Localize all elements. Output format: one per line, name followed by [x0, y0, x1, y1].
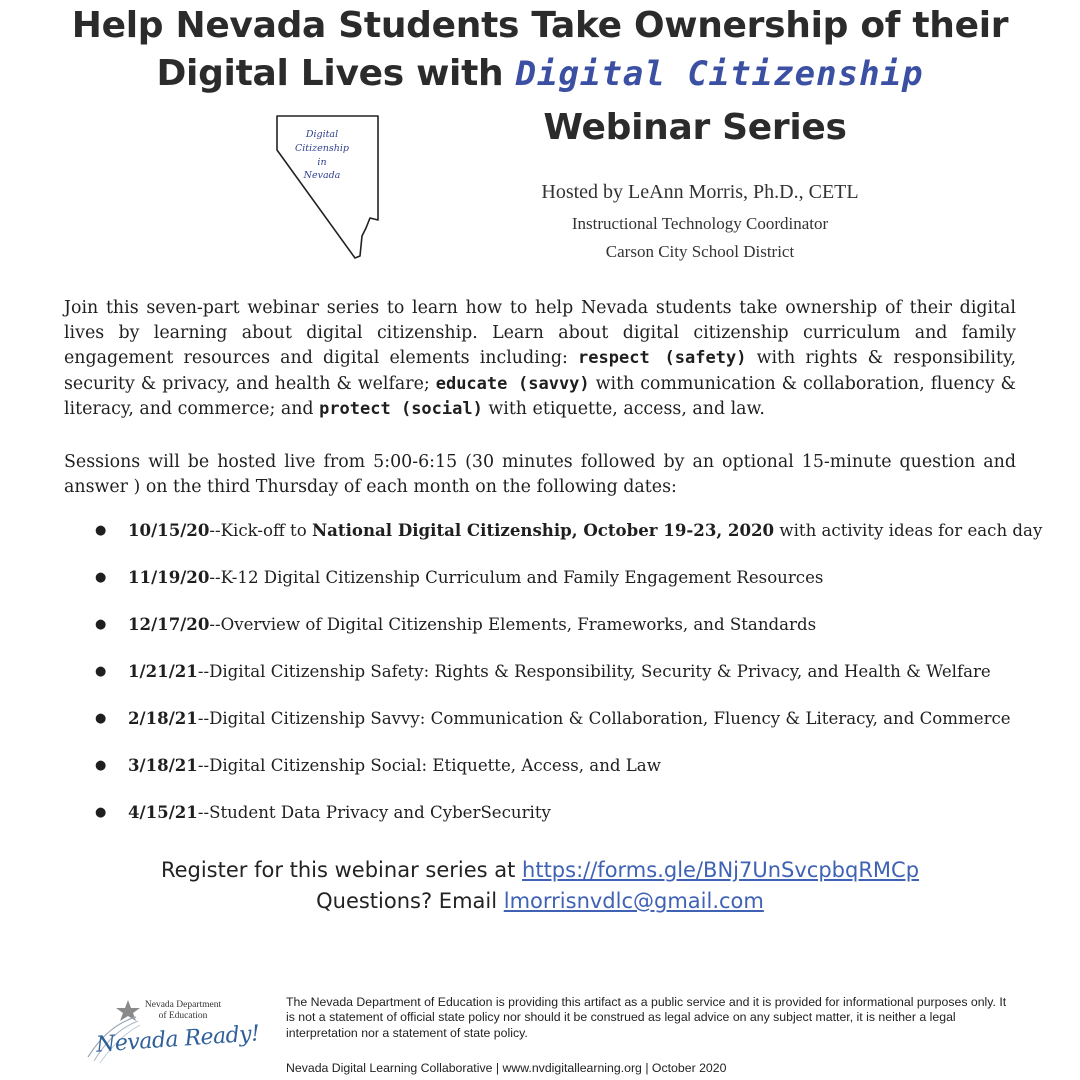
session-date: 4/15/21 [128, 802, 198, 822]
map-badge-line: in [317, 156, 327, 168]
title-line-2 [0, 53, 1080, 94]
map-badge-line: Citizenship [294, 142, 350, 154]
intro-text: with etiquette, access, and law. [482, 398, 765, 419]
session-item [95, 520, 1045, 567]
bullet-icon: ● [95, 664, 107, 679]
intro-bold-protect: protect (social) [319, 398, 483, 419]
map-badge-line: Digital [305, 129, 339, 140]
logo-department-text [138, 1000, 228, 1022]
session-description: --Kick-off to [209, 521, 312, 540]
session-date: 1/21/21 [128, 661, 198, 681]
bullet-icon: ● [95, 805, 107, 820]
session-date: 12/17/20 [128, 614, 210, 634]
host-organization: Carson City School District [605, 242, 795, 261]
bullet-icon: ● [95, 570, 107, 585]
session-item [95, 802, 1045, 849]
bullet-icon: ● [95, 711, 107, 726]
session-item [95, 567, 1045, 614]
intro-text: with rights & responsibility, security & privacy, and health & welfare; [64, 348, 1016, 394]
logo-dept-line: of Education [158, 1010, 208, 1021]
host-name: Hosted by LeAnn Morris, Ph.D., CETL [541, 181, 859, 203]
questions-line [0, 889, 1080, 913]
session-item [95, 661, 1045, 708]
session-date: 3/18/21 [128, 755, 198, 775]
title-line-2-prefix: Digital Lives with [156, 53, 516, 94]
logo-tagline: Nevada Ready! [95, 1021, 261, 1058]
session-date: 2/18/21 [128, 708, 198, 728]
map-badge-line: Nevada [303, 170, 341, 182]
title-line-3: Webinar Series [543, 107, 847, 148]
session-item [95, 708, 1045, 755]
footer-credit: Nevada Digital Learning Collaborative | www.nvdigitallearning.org | October 2020 [286, 1061, 727, 1075]
session-list [95, 520, 1045, 849]
session-item [95, 755, 1045, 802]
session-highlight: National Digital Citizenship, October 19-23, 2020 [311, 520, 775, 540]
intro-paragraph [64, 296, 1016, 422]
schedule-paragraph: Sessions will be hosted live from 5:00-6:15 (30 minutes followed by an optional 15-minute question and answer ) on the third Thursday of each month on the following dates: [64, 452, 1016, 498]
intro-text: with communication & collaboration, fluency & literacy, and commerce; and [64, 373, 1017, 419]
questions-prefix: Questions? Email [316, 889, 504, 913]
intro-text: Join this seven-part webinar series to learn how to help Nevada students take ownership of their digital lives by learning about digital citizenship. Learn about digital citizenship curriculum and family engagement resources and digital elements including: [64, 298, 1016, 369]
map-badge-text [282, 128, 362, 183]
intro-bold-respect: respect (safety) [578, 348, 747, 369]
session-date: 10/15/20 [128, 520, 210, 540]
session-description: --Digital Citizenship Social: Etiquette, Access, and Law [197, 756, 661, 775]
session-description: --Digital Citizenship Savvy: Communication & Collaboration, Fluency & Literacy, and Commerce [197, 709, 1011, 728]
disclaimer-text: The Nevada Department of Education is providing this artifact as a public service and it is provided for informational purposes only. It is not a statement of official state policy nor should it be construed as legal advice on any subject matter, it is neither a legal interpretation nor a statement of state policy. [286, 995, 1007, 1040]
session-item [95, 614, 1045, 661]
bullet-icon: ● [95, 617, 107, 632]
session-date: 11/19/20 [128, 567, 210, 587]
session-description: --Digital Citizenship Safety: Rights & Responsibility, Security & Privacy, and Health & Welfare [197, 662, 991, 681]
register-line [0, 858, 1080, 882]
bullet-icon: ● [95, 758, 107, 773]
host-title: Instructional Technology Coordinator [571, 214, 829, 233]
title-accent-digital-citizenship: Digital Citizenship [515, 54, 924, 94]
email-link[interactable]: lmorrisnvdlc@gmail.com [503, 889, 764, 913]
register-link[interactable]: https://forms.gle/BNj7UnSvcpbqRMCp [522, 858, 920, 882]
bullet-icon: ● [95, 523, 107, 538]
session-description-tail: with activity ideas for each day [774, 521, 1043, 540]
register-prefix: Register for this webinar series at [160, 858, 523, 882]
session-description: --K-12 Digital Citizenship Curriculum and Family Engagement Resources [209, 568, 824, 587]
title-line-1: Help Nevada Students Take Ownership of their [71, 5, 1009, 46]
session-description: --Student Data Privacy and CyberSecurity [197, 803, 551, 822]
logo-dept-line: Nevada Department [144, 1000, 222, 1010]
intro-bold-educate: educate (savvy) [435, 373, 590, 394]
session-description: --Overview of Digital Citizenship Elements, Frameworks, and Standards [209, 615, 817, 634]
